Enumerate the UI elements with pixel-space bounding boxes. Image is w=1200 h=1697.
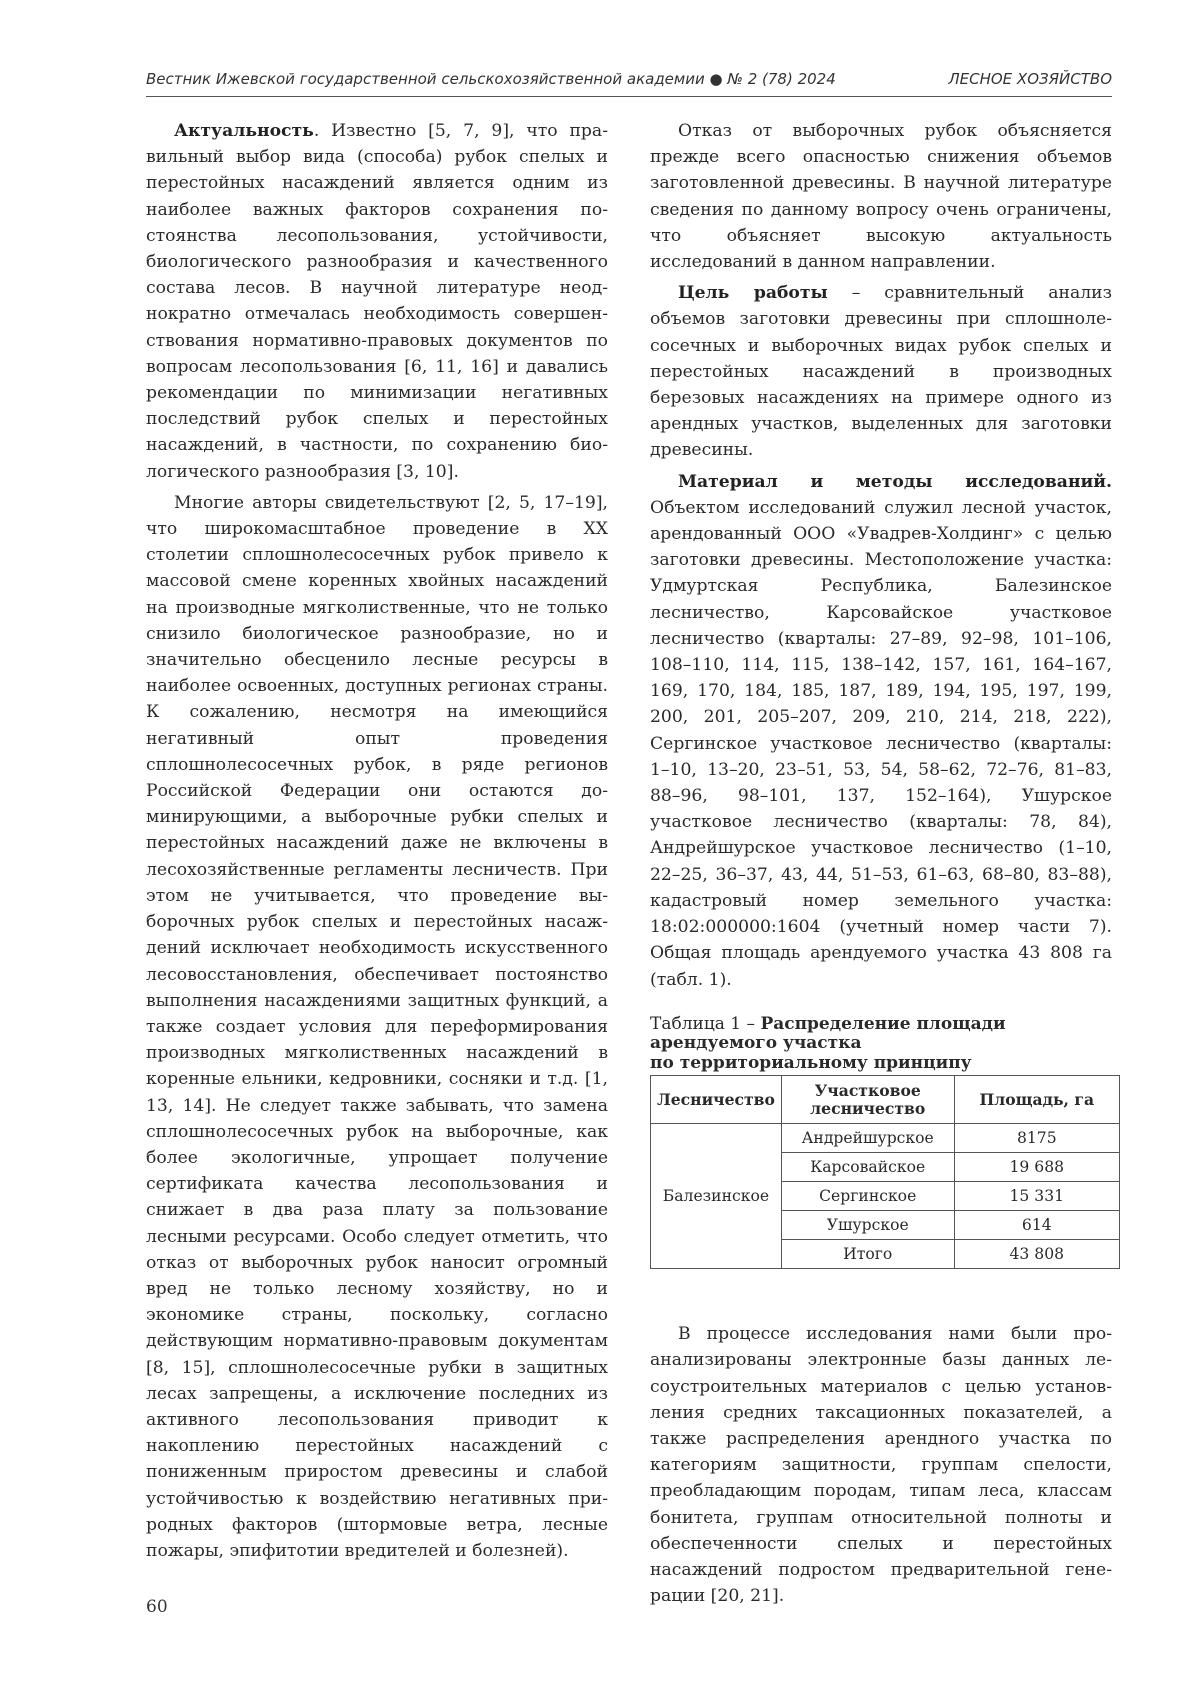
running-header <box>146 66 1112 97</box>
table-cell-total-label: Итого <box>781 1240 954 1269</box>
table-header-district-forestry: Участковое лесничество <box>781 1076 954 1124</box>
paragraph-process: В процессе исследования нами были проанализированы электронные базы данных лесоустроительных материалов с целью установления средних таксационных показателей, а также распределения арендного участка по категориям защитности, группам спелости, преобладающим породам, типам леса, классам бонитета, группам относительной полноты и обеспеченности спелых и перестойных насаждений подростом предварительной генерации [20, 21]. <box>650 1324 1112 1607</box>
table-cell-name: Карсовайское <box>781 1153 954 1182</box>
paragraph-methods <box>650 469 1112 993</box>
table-cell-area: 19 688 <box>954 1153 1119 1182</box>
paragraph-refusal: Отказ от выборочных рубок объясняется прежде всего опасностью снижения объемов заготовленной древесины. В научной литературе сведения по данному вопросу очень ограничены, что объясняет высокую актуальность исследований в данном направлении. <box>650 121 1112 273</box>
table-cell-name: Сергинское <box>781 1182 954 1211</box>
paragraph-text: – сравнительный анализ объемов заготовки древесины при сплошнолесосечных и выборочных видах рубок спелых и перестойных насаждений в производных березовых насаждениях на примере одного из арендных участков, выделенных для заготовки древесины. <box>650 283 1112 461</box>
table-header-row <box>651 1076 1120 1124</box>
paragraph-lead-methods: Материал и методы исследований. <box>678 471 1112 492</box>
table-caption <box>650 1015 1112 1074</box>
paragraph-lead-relevance: Актуальность <box>174 121 314 141</box>
table-cell-area: 8175 <box>954 1124 1119 1153</box>
table-caption-title-line1: Распределение площади <box>760 1013 1006 1034</box>
table-caption-prefix: Таблица 1 – <box>650 1013 761 1034</box>
table-cell-area: 15 331 <box>954 1182 1119 1211</box>
table-cell-area: 614 <box>954 1211 1119 1240</box>
table-caption-title-line2: арендуемого участка <box>650 1033 862 1054</box>
paragraph-text: Объектом исследований служил лесной участок, арендованный ООО «Увадрев-Холдинг» с целью заготовки древесины. Местоположение участка: Удмуртская Республика, Балезинское лесничество, Карсовайское участковое лесничество (кварталы: 27–89, 92–98, 101–106, 108–110, 114, 115, 138–142, 157, 161, 164–167, 169, 170, 184, 185, 187, 189, 194, 195, 197, 199, 200, 201, 205–207, 209, 210, 214, 218, 222), Сергинское участковое лесничество (кварталы: 1–10, 13–20, 23–51, 53, 54, 58–62, 72–76, 81–83, 88–96, 98–101, 137, 152–164), Ушурское участковое лесничество (кварталы: 78, 84), Андрейшурское участковое лесничество (1–10, 22–25, 36–37, 43, 44, 51–53, 61–63, 68–80, 83–88), кадастровый номер земельного участка: 18:02:000000:1604 (учетный номер части 7). Общая площадь арендуемого участка 43 808 га (табл. 1). <box>650 497 1112 990</box>
left-column <box>146 118 608 1569</box>
section-title: ЛЕСНОЕ ХОЗЯЙСТВО <box>948 70 1112 88</box>
paragraph-authors: Многие авторы свидетельствуют [2, 5, 17–19], что широкомасштабное проведение в XX столетии сплошнолесосечных рубок привело к массовой смене коренных хвойных насаждений на производные мягколиственные, что не только снизило биологическое разнообразие, но и значительно обесценило лесные ресурсы в наиболее освоенных, доступных регионах страны. К сожалению, несмотря на имеющийся негативный опыт проведения сплошнолесосечных рубок, в ряде регионов Российской Федерации они остаются доминирующими, а выборочные рубки спелых и перестойных насаждений даже не включены в лесохозяйственные регламенты лесничеств. При этом не учитывается, что проведение выборочных рубок спелых и перестойных насаждений исключает необходимость искусственного лесовосстановления, обеспечивает постоянство выполнения насаждениями защитных функций, а также создает условия для переформирования производных мягколиственных насаждений в коренные ельники, кедровники, сосняки и т.д. [1, 13, 14]. Не следует также забывать, что замена сплошнолесосечных рубок на выборочные, как более экологичные, упрощает получение сертификата качества лесопользования и снижает в два раза плату за пользование лесными ресурсами. Особо следует отметить, что отказ от выборочных рубок наносит огромный вред не только лесному хозяйству, но и экономике страны, поскольку, согласно действующим нормативно-правовым документам [8, 15], сплошнолесосечные рубки в защитных лесах запрещены, а исключение последних из активного лесопользования приводит к накоплению перестойных насаждений с пониженным приростом древесины и слабой устойчивостью к воздействию негативных природных факторов (штормовые ветра, лесные пожары, эпифитотии вредителей и болезней). <box>146 492 608 1561</box>
page-number: 60 <box>146 1597 168 1617</box>
table-cell-total-value: 43 808 <box>954 1240 1119 1269</box>
table-header-forestry: Лесничество <box>651 1076 782 1124</box>
table-cell-name: Андрейшурское <box>781 1124 954 1153</box>
table-cell-name: Ушурское <box>781 1211 954 1240</box>
paragraph-text: . Известно [5, 7, 9], что правильный выбор вида (способа) рубок спелых и перестойных насаждений является одним из наиболее важных факторов сохранения постоянства лесопользования, устойчивости, биологического разнообразия и качественного состава лесов. В научной литературе неоднократно отмечалась необходимость совершенствования нормативно-правовых документов по вопросам лесопользования [6, 11, 16] и давались рекомендации по минимизации негативных последствий рубок спелых и перестойных насаждений, в частности, по сохранению биологического разнообразия [3, 10]. <box>146 121 608 482</box>
journal-title: Вестник Ижевской государственной сельскохозяйственной академии ● № 2 (78) 2024 <box>146 70 836 88</box>
table-row <box>651 1124 1120 1153</box>
area-distribution-table <box>650 1075 1120 1269</box>
paragraph-goal <box>650 280 1112 463</box>
table-cell-forestry-group: Балезинское <box>651 1124 782 1269</box>
paragraph-lead-goal: Цель работы <box>678 283 828 304</box>
paragraph-relevance <box>146 118 608 485</box>
table-header-area: Площадь, га <box>954 1076 1119 1124</box>
table-caption-title-line3: по территориальному принципу <box>650 1052 972 1073</box>
right-column <box>650 118 1112 1614</box>
